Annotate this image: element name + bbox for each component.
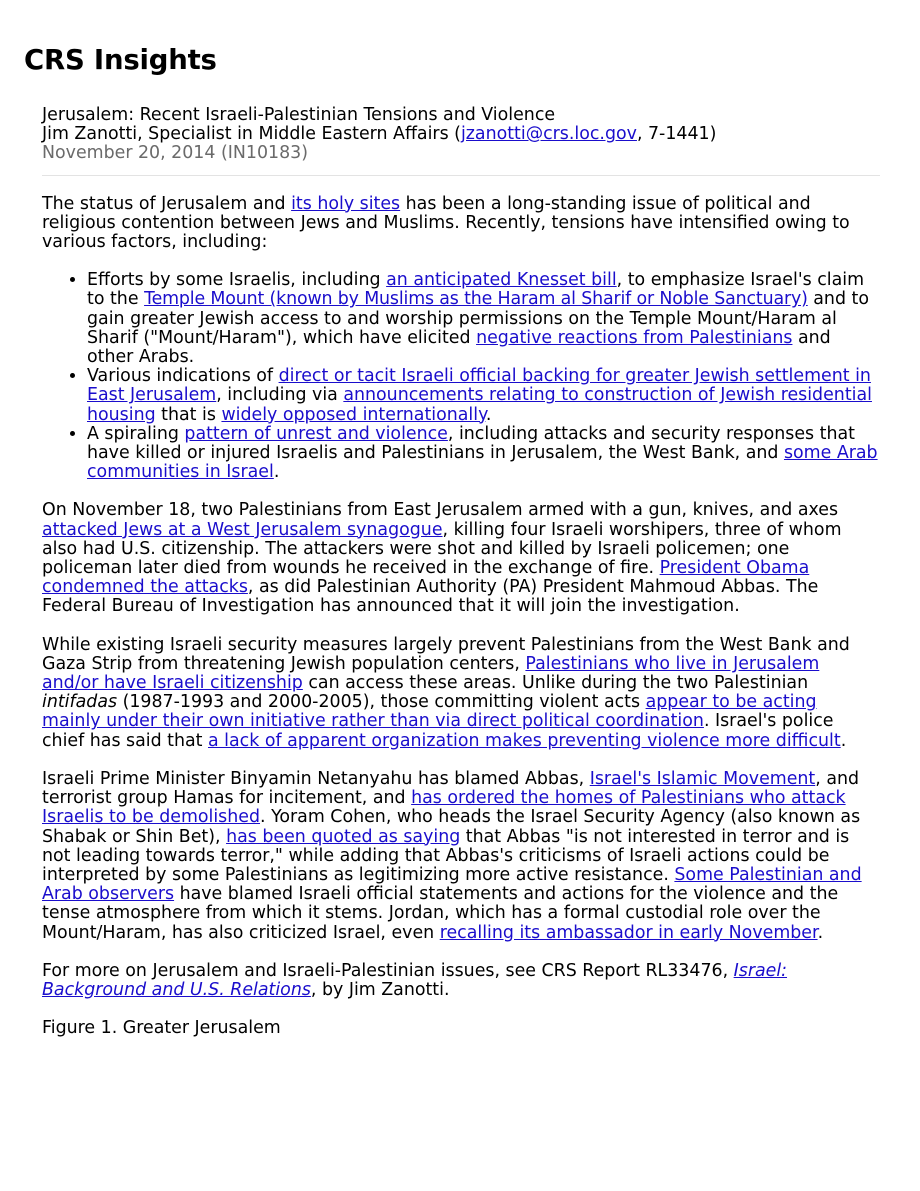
author-name: Jim Zanotti, Specialist in Middle Eastern Affairs ( <box>42 124 461 145</box>
unrest-violence-link[interactable]: pattern of unrest and violence <box>184 423 448 444</box>
islamic-movement-link[interactable]: Israel's Islamic Movement <box>589 768 816 789</box>
jerusalem-palestinians-link[interactable]: Palestinians who live in Jerusalem and/or have Israeli citizenship <box>42 653 820 694</box>
attack-paragraph <box>42 501 880 616</box>
list-item <box>87 367 880 425</box>
text-span: For more on Jerusalem and Israeli-Palestinian issues, see CRS Report RL33476, <box>42 960 734 981</box>
obama-condemned-link[interactable]: President Obama condemned the attacks <box>42 558 810 598</box>
text-span: . <box>840 730 847 751</box>
report-title: Israel: Background and U.S. Relations <box>42 960 788 1000</box>
negative-reactions-link[interactable]: negative reactions from Palestinians <box>476 327 793 348</box>
text-span: . Yoram Cohen, who heads the Israel Security Agency (also known as Shabak or Shin Bet), <box>42 807 861 847</box>
widely-opposed-link[interactable]: widely opposed internationally <box>221 404 486 425</box>
text-span: . Israel's police chief has said that <box>42 711 834 751</box>
text-span: can access these areas. Unlike during the two Palestinian <box>302 673 809 694</box>
text-span: and to gain greater Jewish access to and worship permissions on the Temple Mount/Haram al Sharif ("Mount/Haram"), which have elicited <box>87 289 869 348</box>
further-reading-paragraph <box>42 962 880 1000</box>
holy-sites-link[interactable]: its holy sites <box>291 193 401 214</box>
settlement-backing-link[interactable]: direct or tacit Israeli official backing for greater Jewish settlement in East Jerusalem <box>87 366 871 406</box>
list-item <box>87 425 880 483</box>
author-line <box>42 125 880 144</box>
lack-of-organization-link[interactable]: a lack of apparent organization makes preventing violence more difficult <box>208 730 841 751</box>
list-item <box>87 271 880 367</box>
site-title: CRS Insights <box>24 44 217 76</box>
text-span: , by Jim Zanotti. <box>310 979 450 1000</box>
text-span: , to emphasize Israel's claim to the <box>87 270 865 310</box>
text-span: The status of Jerusalem and <box>42 193 292 214</box>
intro-paragraph <box>42 195 880 253</box>
housing-announcements-link[interactable]: announcements relating to construction of Jewish residential housing <box>87 385 872 425</box>
text-span: , as did Palestinian Authority (PA) President Mahmoud Abbas. The Federal Bureau of Investigation has announced that it will join the investigation. <box>42 577 819 617</box>
article <box>42 106 880 1038</box>
arab-observers-link[interactable]: Some Palestinian and Arab observers <box>42 864 862 905</box>
temple-mount-link[interactable]: Temple Mount (known by Muslims as the Haram al Sharif or Noble Sanctuary) <box>144 289 808 310</box>
text-span: Various indications of <box>87 366 279 387</box>
text-span: that is <box>155 404 222 425</box>
homes-demolished-link[interactable]: has ordered the homes of Palestinians who attack Israelis to be demolished <box>42 788 846 828</box>
article-header <box>42 106 880 176</box>
synagogue-attack-link[interactable]: attacked Jews at a West Jerusalem synagogue <box>42 519 443 540</box>
text-span: (1987-1993 and 2000-2005), those committing violent acts <box>117 692 646 713</box>
text-span: . <box>817 922 824 943</box>
publication-date: November 20, 2014 (IN10183) <box>42 143 308 164</box>
intifadas-term: intifadas <box>42 692 118 713</box>
text-span: that Abbas "is not interested in terror and is not leading towards terror," while adding that Abbas's criticisms of Israeli actions could be interpreted by some Palestinians as legitimizing more active resistance. <box>42 826 850 885</box>
factors-list <box>42 271 880 482</box>
ambassador-recall-link[interactable]: recalling its ambassador in early November <box>439 922 818 943</box>
own-initiative-link[interactable]: appear to be acting mainly under their own initiative rather than via direct political coordination <box>42 692 817 732</box>
article-title: Jerusalem: Recent Israeli-Palestinian Tensions and Violence <box>42 105 556 125</box>
knesset-bill-link[interactable]: an anticipated Knesset bill <box>386 270 617 291</box>
author-phone: , 7-1441) <box>636 124 717 145</box>
figure-caption: Figure 1. Greater Jerusalem <box>42 1018 281 1039</box>
text-span: On November 18, two Palestinians from East Jerusalem armed with a gun, knives, and axes <box>42 500 839 521</box>
text-span: have blamed Israeli official statements and actions for the violence and the tense atmosphere from which it stems. Jordan, which has a formal custodial role over the Mount/Haram, has also criticized Israel, even <box>42 884 839 943</box>
text-span: Efforts by some Israelis, including <box>87 270 387 291</box>
text-span: While existing Israeli security measures largely prevent Palestinians from the West Bank and Gaza Strip from threatening Jewish population centers, <box>42 634 850 674</box>
text-span: A spiraling <box>87 423 185 444</box>
security-paragraph <box>42 636 880 751</box>
response-paragraph <box>42 770 880 943</box>
text-span: . <box>273 462 280 483</box>
text-span: . <box>485 404 492 425</box>
text-span: has been a long-standing issue of political and religious contention between Jews and Muslims. Recently, tensions have intensified owing to various factors, including: <box>42 193 850 253</box>
text-span: , including attacks and security responses that have killed or injured Israelis and Palestinians in Jerusalem, the West Bank, and <box>87 423 855 464</box>
author-email-link[interactable]: jzanotti@crs.loc.gov <box>460 124 637 145</box>
arab-communities-link[interactable]: some Arab communities in Israel <box>87 443 878 483</box>
text-span: , killing four Israeli worshipers, three of whom also had U.S. citizenship. The attackers were shot and killed by Israeli policemen; one policeman later died from wounds he received in the exchange of fire. <box>42 519 842 579</box>
text-span: and other Arabs. <box>87 327 831 368</box>
text-span: , including via <box>216 385 344 406</box>
text-span: , and terrorist group Hamas for incitement, and <box>42 768 860 809</box>
quoted-saying-link[interactable]: has been quoted as saying <box>226 826 461 847</box>
text-span: Israeli Prime Minister Binyamin Netanyahu has blamed Abbas, <box>42 768 590 789</box>
